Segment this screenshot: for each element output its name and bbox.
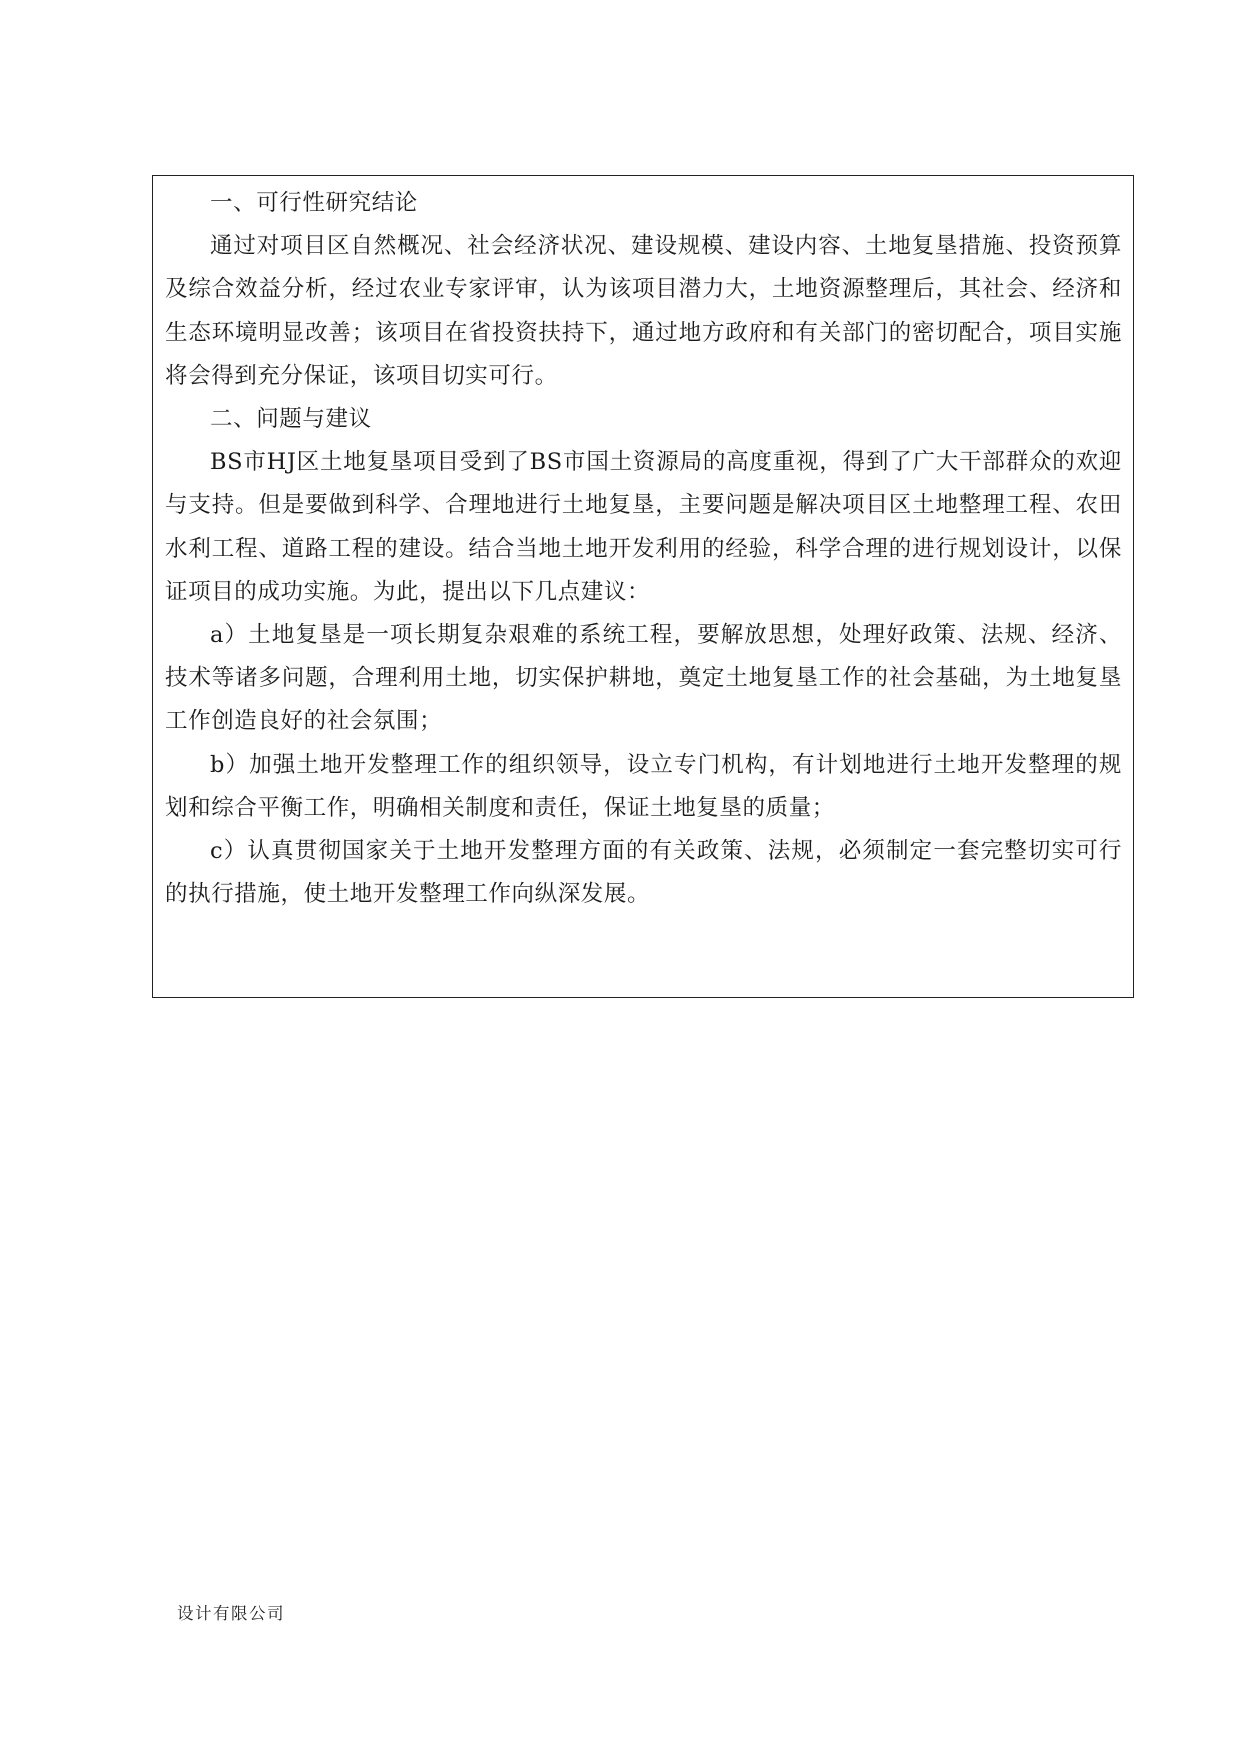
suggestion-item-a: a）土地复垦是一项长期复杂艰难的系统工程，要解放思想，处理好政策、法规、经济、技术等诸多问题，合理利用土地，切实保护耕地，奠定土地复垦工作的社会基础，为土地复垦工作创造良好的社会氛围；	[165, 622, 1122, 735]
content-table-cell	[152, 175, 1134, 998]
section-heading-suggestions: 二、问题与建议	[210, 406, 372, 433]
suggestions-intro-paragraph: BS市HJ区土地复垦项目受到了BS市国土资源局的高度重视，得到了广大干部群众的欢迎与支持。但是要做到科学、合理地进行土地复垦，主要问题是解决项目区土地整理工程、农田水利工程、道路工程的建设。结合当地土地开发利用的经验，科学合理的进行规划设计，以保证项目的成功实施。为此，提出以下几点建议：	[165, 449, 1122, 605]
conclusion-paragraph: 通过对项目区自然概况、社会经济状况、建设规模、建设内容、土地复垦措施、投资预算及综合效益分析，经过农业专家评审，认为该项目潜力大，土地资源整理后，其社会、经济和生态环境明显改善；该项目在省投资扶持下，通过地方政府和有关部门的密切配合，项目实施将会得到充分保证，该项目切实可行。	[165, 233, 1122, 389]
section-heading-conclusion: 一、可行性研究结论	[210, 190, 418, 216]
footer-company-name: 设计有限公司	[177, 1604, 285, 1623]
suggestion-item-c: c）认真贯彻国家关于土地开发整理方面的有关政策、法规，必须制定一套完整切实可行的执行措施，使土地开发整理工作向纵深发展。	[165, 838, 1122, 908]
suggestion-item-b: b）加强土地开发整理工作的组织领导，设立专门机构，有计划地进行土地开发整理的规划和综合平衡工作，明确相关制度和责任，保证土地复垦的质量；	[165, 751, 1122, 821]
